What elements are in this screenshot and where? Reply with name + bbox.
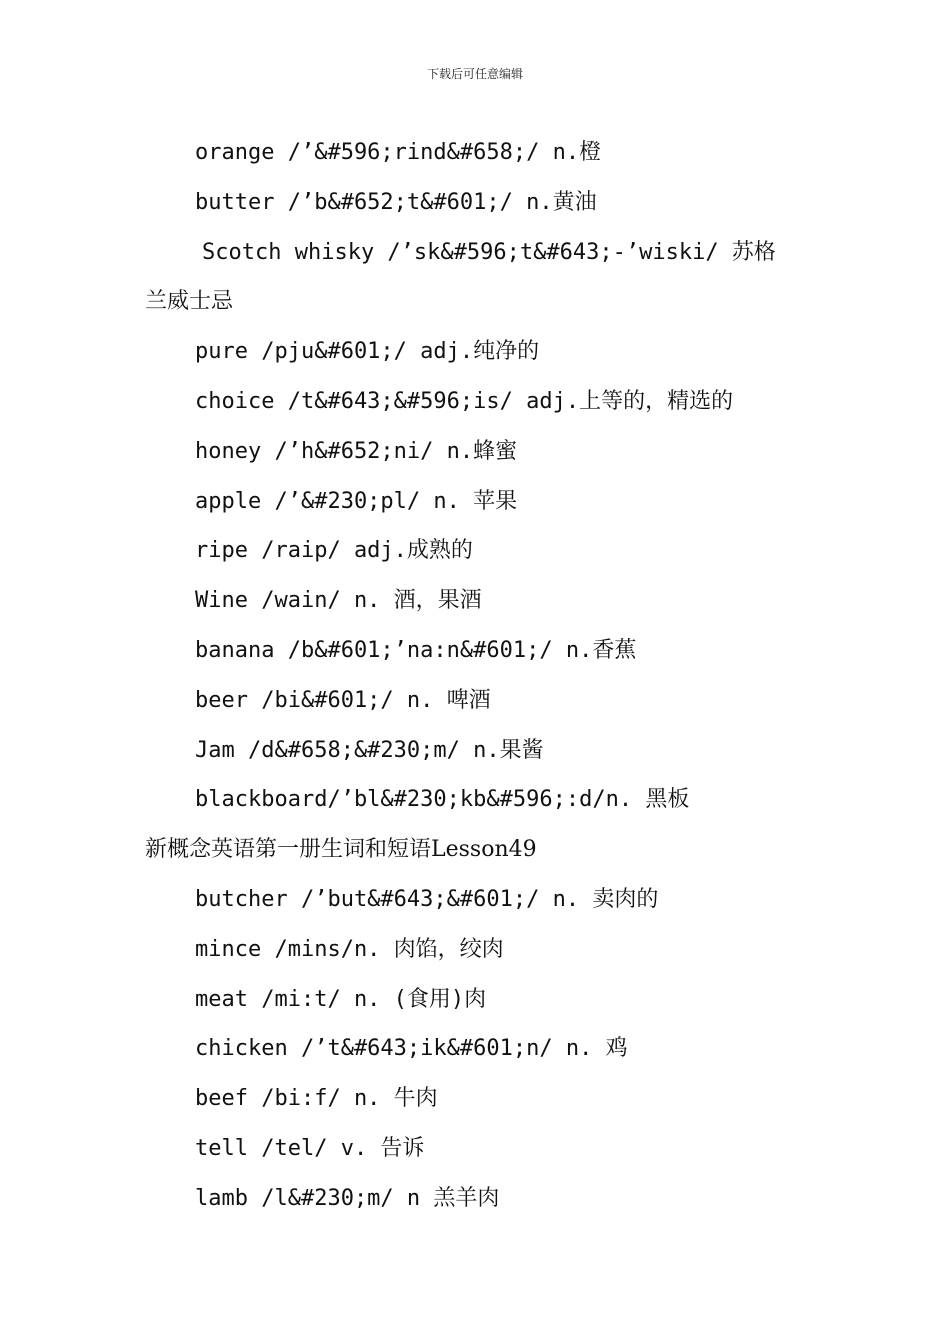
section-heading: 新概念英语第一册生词和短语Lesson49 — [145, 837, 537, 863]
vocab-line: orange /’&#596;rind&#658;/ n.橙 — [195, 140, 602, 165]
vocab-line: Jam /d&#658;&#230;m/ n.果酱 — [195, 737, 544, 763]
vocab-line: tell /tel/ v. 告诉 — [195, 1135, 425, 1161]
vocab-line: blackboard/’bl&#230;kb&#596;:d/n. 黑板 — [195, 787, 690, 813]
vocab-line: beef /bi:f/ n. 牛肉 — [195, 1086, 438, 1112]
vocab-line: pure /pju&#601;/ adj.纯净的 — [195, 339, 540, 365]
vocab-line: banana /b&#601;’na:n&#601;/ n.香蕉 — [195, 637, 637, 663]
vocab-line: choice /t&#643;&#596;is/ adj.上等的，精选的 — [195, 388, 734, 414]
vocab-line: meat /mi:t/ n. (食用)肉 — [195, 986, 487, 1012]
vocab-line: chicken /’t&#643;ik&#601;n/ n. 鸡 — [195, 1036, 628, 1062]
vocab-line: butcher /’but&#643;&#601;/ n. 卖肉的 — [195, 886, 659, 912]
vocab-line: ripe /raip/ adj.成熟的 — [195, 538, 473, 564]
vocab-line-continuation: 兰威士忌 — [145, 289, 234, 315]
vocab-line: beer /bi&#601;/ n. 啤酒 — [195, 687, 491, 713]
vocab-line: Scotch whisky /’sk&#596;t&#643;-’wiski/ 苏格 — [202, 239, 776, 265]
vocab-line: lamb /l&#230;m/ n 羔羊肉 — [195, 1185, 500, 1211]
vocab-line: mince /mins/n. 肉馅，绞肉 — [195, 936, 504, 962]
page-header: 下载后可任意编辑 — [426, 67, 523, 81]
vocab-line: Wine /wain/ n. 酒，果酒 — [195, 588, 482, 614]
vocab-line: apple /’&#230;pl/ n. 苹果 — [195, 488, 518, 514]
vocabulary-list — [0, 128, 950, 1224]
vocab-line: honey /’h&#652;ni/ n.蜂蜜 — [195, 438, 518, 464]
vocab-line: butter /’b&#652;t&#601;/ n.黄油 — [195, 189, 597, 215]
